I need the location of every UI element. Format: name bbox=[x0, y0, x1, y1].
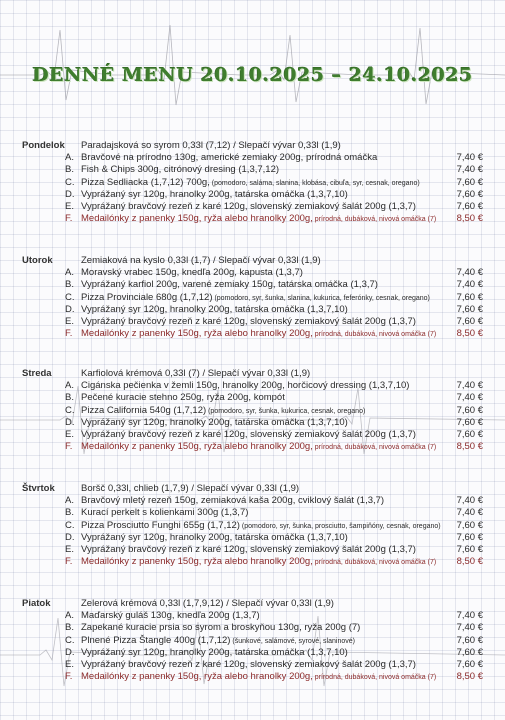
item-text bbox=[81, 405, 365, 416]
item-name: Pečené kuracie stehno 250g, ryža 200g, kompót bbox=[81, 392, 285, 404]
item-letter: D. bbox=[65, 531, 75, 543]
item-letter: A. bbox=[65, 380, 74, 392]
item-name: Vyprážaný bravčový rezeň z karé 120g, slovenský zemiakový šalát 200g (1,3,7) bbox=[81, 316, 416, 327]
item-letter: A. bbox=[65, 495, 74, 507]
item-price: 7,40 € bbox=[456, 392, 483, 404]
item-text bbox=[81, 213, 436, 224]
item-letter: B. bbox=[65, 622, 74, 634]
item-name: Medailónky z panenky 150g, ryža alebo hranolky 200g, bbox=[81, 671, 313, 683]
item-name: Medailónky z panenky 150g, ryža alebo hranolky 200g, bbox=[81, 213, 313, 225]
item-text bbox=[81, 417, 348, 428]
menu-item bbox=[0, 201, 505, 213]
soup-line: Boršč 0,33l, chlieb (1,7,9) / Slepačí vývar 0,33l (1,9) bbox=[81, 483, 300, 494]
menu-title: DENNÉ MENU 20.10.2025 – 24.10.2025 bbox=[32, 64, 473, 86]
item-name: Pizza Sedliacka (1,7,12) 700g, bbox=[81, 176, 210, 188]
item-text bbox=[81, 647, 348, 658]
item-price: 7,60 € bbox=[456, 176, 483, 188]
item-text bbox=[81, 429, 416, 440]
menu-item bbox=[0, 328, 505, 340]
item-price: 7,60 € bbox=[456, 188, 483, 200]
item-price: 8,50 € bbox=[456, 441, 483, 453]
item-price: 7,60 € bbox=[456, 201, 483, 212]
item-letter: D. bbox=[65, 646, 75, 658]
soup-line: Paradajsková so syrom 0,33l (7,12) / Slepačí vývar 0,33l (1,9) bbox=[81, 140, 341, 151]
item-letter: A. bbox=[65, 610, 74, 622]
item-note: prírodná, dubáková, nivová omáčka (7) bbox=[312, 216, 437, 224]
item-note: (pomodoro, syr, šunka, kukurica, cesnak, oregano) bbox=[206, 407, 366, 415]
item-text bbox=[81, 380, 409, 391]
item-letter: D. bbox=[65, 416, 75, 428]
item-letter: F. bbox=[65, 213, 73, 225]
item-letter: A. bbox=[65, 152, 74, 164]
menu-item bbox=[0, 429, 505, 441]
soup-line: Zelerová krémová 0,33l (1,7,9,12) / Slepačí vývar 0,33l (1,9) bbox=[81, 598, 334, 609]
item-price: 8,50 € bbox=[456, 556, 483, 568]
item-name: Medailónky z panenky 150g, ryža alebo hranolky 200g, bbox=[81, 328, 313, 340]
item-note: (šunkové, salámové, syrové, slaninové) bbox=[230, 637, 355, 645]
day-name: Streda bbox=[22, 368, 52, 379]
item-letter: E. bbox=[65, 201, 74, 212]
item-price: 7,40 € bbox=[456, 267, 483, 279]
item-name: Vyprážaný syr 120g, hranolky 200g, tatárska omáčka (1,3,7,10) bbox=[81, 646, 348, 658]
item-price: 7,60 € bbox=[456, 404, 483, 416]
item-name: Vyprážaný syr 120g, hranolky 200g, tatárska omáčka (1,3,7,10) bbox=[81, 416, 348, 428]
item-price: 7,40 € bbox=[456, 495, 483, 507]
item-price: 8,50 € bbox=[456, 671, 483, 683]
menu-item bbox=[0, 267, 505, 279]
item-text bbox=[81, 520, 441, 531]
day-name: Pondelok bbox=[22, 140, 65, 151]
item-letter: E. bbox=[65, 659, 74, 670]
item-note: prírodná, dubáková, nivová omáčka (7) bbox=[312, 444, 437, 452]
soup-line: Zemiaková na kyslo 0,33l (1,7) / Slepačí vývar 0,33l (1,9) bbox=[81, 255, 321, 266]
menu-item bbox=[0, 392, 505, 404]
menu-item bbox=[0, 520, 505, 532]
item-text bbox=[81, 659, 416, 670]
item-letter: B. bbox=[65, 164, 74, 176]
item-letter: D. bbox=[65, 188, 75, 200]
item-text bbox=[81, 292, 430, 303]
item-price: 7,60 € bbox=[456, 659, 483, 670]
item-letter: F. bbox=[65, 328, 73, 340]
item-letter: C. bbox=[65, 176, 75, 188]
item-price: 8,50 € bbox=[456, 328, 483, 340]
item-name: Medailónky z panenky 150g, ryža alebo hranolky 200g, bbox=[81, 556, 313, 568]
item-letter: E. bbox=[65, 544, 74, 555]
item-text bbox=[81, 556, 436, 567]
item-name: Vyprážaný bravčový rezeň z karé 120g, slovenský zemiakový šalát 200g (1,3,7) bbox=[81, 544, 416, 555]
item-price: 7,60 € bbox=[456, 634, 483, 646]
item-letter: B. bbox=[65, 279, 74, 291]
menu-item bbox=[0, 380, 505, 392]
item-text bbox=[81, 279, 378, 290]
item-letter: B. bbox=[65, 507, 74, 519]
item-name: Zapekané kuracie prsia so syrom a broskyňou 130g, ryža 200g (7) bbox=[81, 622, 361, 634]
menu-item bbox=[0, 213, 505, 225]
item-text bbox=[81, 189, 348, 200]
menu-item bbox=[0, 507, 505, 519]
item-name: Kurací perkelt s kolienkami 300g (1,3,7) bbox=[81, 507, 249, 519]
item-text bbox=[81, 532, 348, 543]
menu-item bbox=[0, 495, 505, 507]
item-text bbox=[81, 304, 348, 315]
menu-item bbox=[0, 610, 505, 622]
item-note: (pomodoro, syr, šunka, prosciutto, šampiňóny, cesnak, oregano) bbox=[239, 522, 441, 530]
menu-item bbox=[0, 635, 505, 647]
item-name: Vyprážaný karfiol 200g, varené zemiaky 150g, tatárska omáčka (1,3,7) bbox=[81, 279, 378, 291]
item-price: 7,60 € bbox=[456, 544, 483, 555]
item-letter: F. bbox=[65, 441, 73, 453]
item-name: Cigánska pečienka v žemli 150g, hranolky 200g, horčicový dressing (1,3,7,10) bbox=[81, 380, 410, 392]
day-name: Štvrtok bbox=[22, 483, 55, 494]
menu-item bbox=[0, 647, 505, 659]
menu-item bbox=[0, 152, 505, 164]
item-price: 7,40 € bbox=[456, 164, 483, 176]
item-price: 7,40 € bbox=[456, 507, 483, 519]
item-price: 7,40 € bbox=[456, 610, 483, 622]
item-note: prírodná, dubáková, nivová omáčka (7) bbox=[312, 331, 437, 339]
item-name: Fish & Chips 300g, citrónový dresing (1,3,7,12) bbox=[81, 164, 280, 176]
item-price: 7,40 € bbox=[456, 279, 483, 291]
menu-item bbox=[0, 189, 505, 201]
item-note: prírodná, dubáková, nivová omáčka (7) bbox=[312, 674, 437, 682]
item-text bbox=[81, 201, 416, 212]
item-price: 7,40 € bbox=[456, 380, 483, 392]
item-name: Bravčové na prírodno 130g, americké zemiaky 200g, prírodná omáčka bbox=[81, 152, 378, 164]
item-letter: B. bbox=[65, 392, 74, 404]
item-text bbox=[81, 610, 260, 621]
menu-item bbox=[0, 441, 505, 453]
item-letter: E. bbox=[65, 316, 74, 327]
item-note: (pomodoro, saláma, slanina, klobása, cibuľa, syr, cesnak, oregano) bbox=[209, 179, 420, 187]
item-name: Vyprážaný bravčový rezeň z karé 120g, slovenský zemiakový šalát 200g (1,3,7) bbox=[81, 201, 416, 212]
item-price: 8,50 € bbox=[456, 213, 483, 225]
item-price: 7,60 € bbox=[456, 429, 483, 440]
menu-item bbox=[0, 622, 505, 634]
item-text bbox=[81, 267, 303, 278]
item-name: Maďarský guláš 130g, knedľa 200g (1,3,7) bbox=[81, 610, 260, 622]
item-letter: C. bbox=[65, 404, 75, 416]
soup-line: Karfiolová krémová 0,33l (7) / Slepačí vývar 0,33l (1,9) bbox=[81, 368, 311, 379]
item-price: 7,60 € bbox=[456, 316, 483, 327]
item-name: Vyprážaný syr 120g, hranolky 200g, tatárska omáčka (1,3,7,10) bbox=[81, 531, 348, 543]
item-price: 7,40 € bbox=[456, 152, 483, 164]
item-name: Plnené Pizza Štangle 400g (1,7,12) bbox=[81, 634, 231, 646]
item-name: Pizza California 540g (1,7,12) bbox=[81, 404, 207, 416]
menu-item bbox=[0, 671, 505, 683]
menu-item bbox=[0, 405, 505, 417]
day-name: Piatok bbox=[22, 598, 51, 609]
menu-item bbox=[0, 532, 505, 544]
item-name: Vyprážaný syr 120g, hranolky 200g, tatárska omáčka (1,3,7,10) bbox=[81, 188, 348, 200]
item-text bbox=[81, 671, 436, 682]
item-text bbox=[81, 544, 416, 555]
item-price: 7,60 € bbox=[456, 416, 483, 428]
menu-item bbox=[0, 417, 505, 429]
item-text bbox=[81, 495, 384, 506]
item-text bbox=[81, 164, 279, 175]
item-price: 7,60 € bbox=[456, 646, 483, 658]
item-text bbox=[81, 328, 436, 339]
item-letter: F. bbox=[65, 556, 73, 568]
item-letter: C. bbox=[65, 634, 75, 646]
item-name: Vyprážaný bravčový rezeň z karé 120g, slovenský zemiakový šalát 200g (1,3,7) bbox=[81, 659, 416, 670]
item-letter: C. bbox=[65, 519, 75, 531]
item-text bbox=[81, 392, 285, 403]
menu-item bbox=[0, 292, 505, 304]
item-letter: A. bbox=[65, 267, 74, 279]
item-name: Vyprážaný syr 120g, hranolky 200g, tatárska omáčka (1,3,7,10) bbox=[81, 303, 348, 315]
item-text bbox=[81, 507, 248, 518]
item-name: Vyprážaný bravčový rezeň z karé 120g, slovenský zemiakový šalát 200g (1,3,7) bbox=[81, 429, 416, 440]
menu-item bbox=[0, 659, 505, 671]
menu-item bbox=[0, 556, 505, 568]
menu-item bbox=[0, 279, 505, 291]
menu-item bbox=[0, 544, 505, 556]
item-price: 7,60 € bbox=[456, 303, 483, 315]
item-price: 7,60 € bbox=[456, 531, 483, 543]
day-name: Utorok bbox=[22, 255, 53, 266]
item-price: 7,60 € bbox=[456, 519, 483, 531]
item-name: Medailónky z panenky 150g, ryža alebo hranolky 200g, bbox=[81, 441, 313, 453]
item-name: Pizza Provinciale 680g (1,7,12) bbox=[81, 291, 213, 303]
item-letter: F. bbox=[65, 671, 73, 683]
item-letter: E. bbox=[65, 429, 74, 440]
item-name: Pizza Prosciutto Funghi 655g (1,7,12) bbox=[81, 519, 240, 531]
item-text bbox=[81, 635, 355, 646]
item-price: 7,60 € bbox=[456, 291, 483, 303]
item-text bbox=[81, 316, 416, 327]
item-note: prírodná, dubáková, nivová omáčka (7) bbox=[312, 559, 437, 567]
item-letter: C. bbox=[65, 291, 75, 303]
item-price: 7,40 € bbox=[456, 622, 483, 634]
item-text bbox=[81, 441, 436, 452]
item-note: (pomodoro, syr, šunka, slanina, kukurica, feferónky, cesnak, oregano) bbox=[212, 294, 430, 302]
item-name: Moravský vrabec 150g, knedľa 200g, kapusta (1,3,7) bbox=[81, 267, 303, 279]
item-text bbox=[81, 622, 360, 633]
item-name: Bravčový mletý rezeň 150g, zemiaková kaša 200g, cviklový šalát (1,3,7) bbox=[81, 495, 385, 507]
menu-item bbox=[0, 316, 505, 328]
item-letter: D. bbox=[65, 303, 75, 315]
menu-item bbox=[0, 177, 505, 189]
menu-item bbox=[0, 304, 505, 316]
item-text bbox=[81, 152, 377, 163]
item-text bbox=[81, 177, 420, 188]
menu-item bbox=[0, 164, 505, 176]
